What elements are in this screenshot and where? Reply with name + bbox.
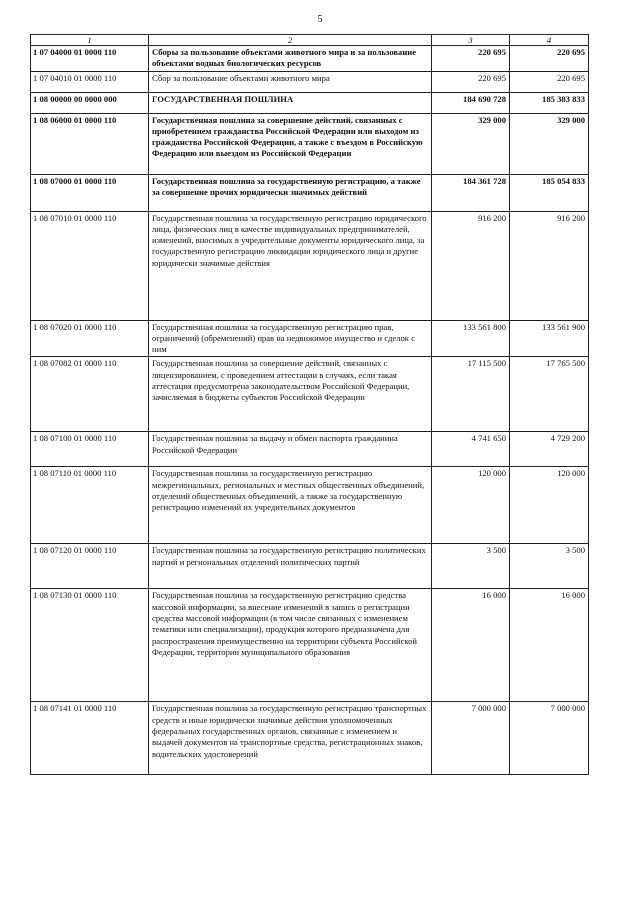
income-name: Государственная пошлина за совершение действий, связанных с приобретением гражданства Российской Федерации или выходом из гражданства Российской Федерации, а также с въездом в Российскую Федерацию или выездом из Российской Федерации (149, 113, 432, 174)
budget-code: 1 08 07082 01 0000 110 (31, 357, 149, 432)
table-header-row (31, 35, 589, 46)
budget-code: 1 08 07110 01 0000 110 (31, 467, 149, 544)
amount-col4: 185 054 833 (510, 174, 589, 211)
amount-col3: 120 000 (432, 467, 510, 544)
table-row (31, 467, 589, 544)
amount-col4: 4 729 200 (510, 432, 589, 467)
table-row (31, 113, 589, 174)
amount-col3: 133 561 800 (432, 320, 510, 357)
header-cell-3: 3 (432, 35, 510, 46)
table-row (31, 71, 589, 92)
table-row (31, 174, 589, 211)
budget-code: 1 08 07020 01 0000 110 (31, 320, 149, 357)
table-row (31, 92, 589, 113)
amount-col4: 7 000 000 (510, 702, 589, 775)
table-row (31, 320, 589, 357)
budget-code: 1 08 07141 01 0000 110 (31, 702, 149, 775)
table-row (31, 544, 589, 589)
budget-code: 1 08 07120 01 0000 110 (31, 544, 149, 589)
amount-col4: 220 695 (510, 71, 589, 92)
budget-code: 1 07 04000 01 0000 110 (31, 46, 149, 72)
amount-col4: 17 765 500 (510, 357, 589, 432)
budget-code: 1 08 07010 01 0000 110 (31, 211, 149, 320)
amount-col3: 4 741 650 (432, 432, 510, 467)
budget-code: 1 08 07130 01 0000 110 (31, 589, 149, 702)
amount-col3: 7 000 000 (432, 702, 510, 775)
income-name: Сбор за пользование объектами животного мира (149, 71, 432, 92)
amount-col4: 185 383 833 (510, 92, 589, 113)
amount-col3: 16 000 (432, 589, 510, 702)
amount-col4: 3 500 (510, 544, 589, 589)
income-name: Государственная пошлина за государственную регистрацию, а также за совершение прочих юридически значимых действий (149, 174, 432, 211)
income-name: Государственная пошлина за совершение действий, связанных с лицензированием, с проведением аттестации в случаях, если такая аттестация предусмотрена законодательством Российской Федерации, зачисляемая в бюджеты субъектов Российской Федерации (149, 357, 432, 432)
income-name: Государственная пошлина за государственную регистрацию прав, ограничений (обременений) прав на недвижимое имущество и сделок с ним (149, 320, 432, 357)
table-row (31, 702, 589, 775)
table-row (31, 211, 589, 320)
income-name: Государственная пошлина за государственную регистрацию политических партий и региональных отделений политических партий (149, 544, 432, 589)
budget-code: 1 08 07100 01 0000 110 (31, 432, 149, 467)
amount-col4: 220 695 (510, 46, 589, 72)
income-name: Государственная пошлина за выдачу и обмен паспорта гражданина Российской Федерации (149, 432, 432, 467)
amount-col4: 916 200 (510, 211, 589, 320)
amount-col4: 133 561 900 (510, 320, 589, 357)
income-name: Государственная пошлина за государственную регистрацию транспортных средств и иные юридически значимые действия уполномоченных федеральных государственных органов, связанные с изменением и выдачей документов на транспортные средства, регистрационных знаков, водительских удостоверений (149, 702, 432, 775)
amount-col3: 220 695 (432, 71, 510, 92)
amount-col4: 120 000 (510, 467, 589, 544)
table-row (31, 589, 589, 702)
header-cell-4: 4 (510, 35, 589, 46)
amount-col3: 17 115 500 (432, 357, 510, 432)
income-name: Сборы за пользование объектами животного мира и за пользование объектами водных биологических ресурсов (149, 46, 432, 72)
income-name: Государственная пошлина за государственную регистрацию юридического лица, физических лиц в качестве индивидуальных предпринимателей, изменений, вносимых в учредительные документы юридического лица, за государственную регистрацию ликвидации юридического лица и другие юридически значимые действия (149, 211, 432, 320)
income-name: Государственная пошлина за государственную регистрацию межрегиональных, региональных и местных общественных объединений, отделений общественных объединений, а также за государственную регистрацию изменений их учредительных документов (149, 467, 432, 544)
amount-col3: 184 690 728 (432, 92, 510, 113)
amount-col3: 184 361 728 (432, 174, 510, 211)
budget-code: 1 08 06000 01 0000 110 (31, 113, 149, 174)
amount-col3: 220 695 (432, 46, 510, 72)
amount-col3: 329 000 (432, 113, 510, 174)
amount-col4: 329 000 (510, 113, 589, 174)
page-number: 5 (317, 14, 323, 25)
budget-code: 1 08 00000 00 0000 000 (31, 92, 149, 113)
amount-col3: 3 500 (432, 544, 510, 589)
amount-col4: 16 000 (510, 589, 589, 702)
table-row (31, 432, 589, 467)
income-name: ГОСУДАРСТВЕННАЯ ПОШЛИНА (149, 92, 432, 113)
amount-col3: 916 200 (432, 211, 510, 320)
table-row (31, 357, 589, 432)
budget-table (30, 34, 589, 775)
header-cell-1: 1 (31, 35, 149, 46)
table-row (31, 46, 589, 72)
budget-code: 1 08 07000 01 0000 110 (31, 174, 149, 211)
budget-code: 1 07 04010 01 0000 110 (31, 71, 149, 92)
income-name: Государственная пошлина за государственную регистрацию средства массовой информации, за внесение изменений в запись о регистрации средства массовой информации (в том числе связанных с изменением тематики или специализации), продукция которого предназначена для распространения преимущественно на территории субъекта Российской Федерации, территории муниципального образования (149, 589, 432, 702)
header-cell-2: 2 (149, 35, 432, 46)
